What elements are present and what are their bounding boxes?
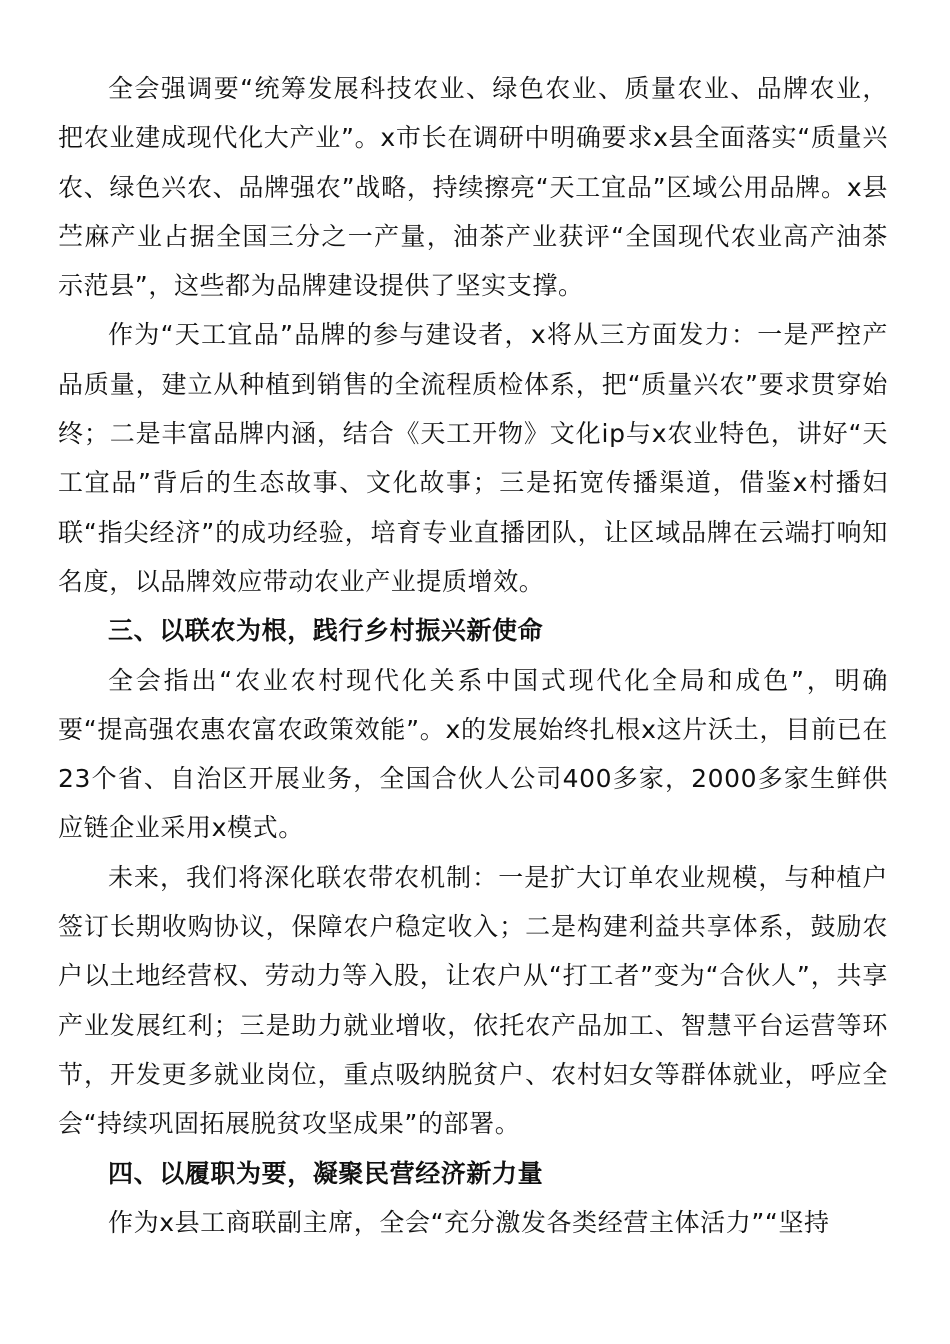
document-body [58, 64, 888, 1247]
paragraph-brand-strategy: 全会强调要“统筹发展科技农业、绿色农业、质量农业、品牌农业，把农业建成现代化大产业”。x市长在调研中明确要求x县全面落实“质量兴农、绿色兴农、品牌强农”战略，持续擦亮“天工宜品”区域公用品牌。x县苎麻产业占据全国三分之一产量，油茶产业获评“全国现代农业高产油茶示范县”，这些都为品牌建设提供了坚实支撑。 [58, 74, 888, 301]
section-heading-3: 三、以联农为根，践行乡村振兴新使命 [108, 616, 544, 646]
paragraph-brand-actions: 作为“天工宜品”品牌的参与建设者，x将从三方面发力：一是严控产品质量，建立从种植到销售的全流程质检体系，把“质量兴农”要求贯穿始终；二是丰富品牌内涵，结合《天工开物》文化ip与x农业特色，讲好“天工宜品”背后的生态故事、文化故事；三是拓宽传播渠道，借鉴x村播妇联“指尖经济”的成功经验，培育专业直播团队，让区域品牌在云端打响知名度，以品牌效应带动农业产业提质增效。 [58, 320, 888, 596]
section-heading-4: 四、以履职为要，凝聚民营经济新力量 [108, 1158, 544, 1188]
paragraph-duty: 作为x县工商联副主席，全会“充分激发各类经营主体活力”“坚持 [108, 1207, 830, 1237]
paragraph-rural-revitalization: 全会指出“农业农村现代化关系中国式现代化全局和成色”，明确要“提高强农惠农富农政策效能”。x的发展始终扎根x这片沃土，目前已在23个省、自治区开展业务，全国合伙人公司400多家，2000多家生鲜供应链企业采用x模式。 [58, 665, 888, 843]
paragraph-farmer-mechanism: 未来，我们将深化联农带农机制：一是扩大订单农业规模，与种植户签订长期收购协议，保障农户稳定收入；二是构建利益共享体系，鼓励农户以土地经营权、劳动力等入股，让农户从“打工者”变为“合伙人”，共享产业发展红利；三是助力就业增收，依托农产品加工、智慧平台运营等环节，开发更多就业岗位，重点吸纳脱贫户、农村妇女等群体就业，呼应全会“持续巩固拓展脱贫攻坚成果”的部署。 [58, 862, 888, 1139]
